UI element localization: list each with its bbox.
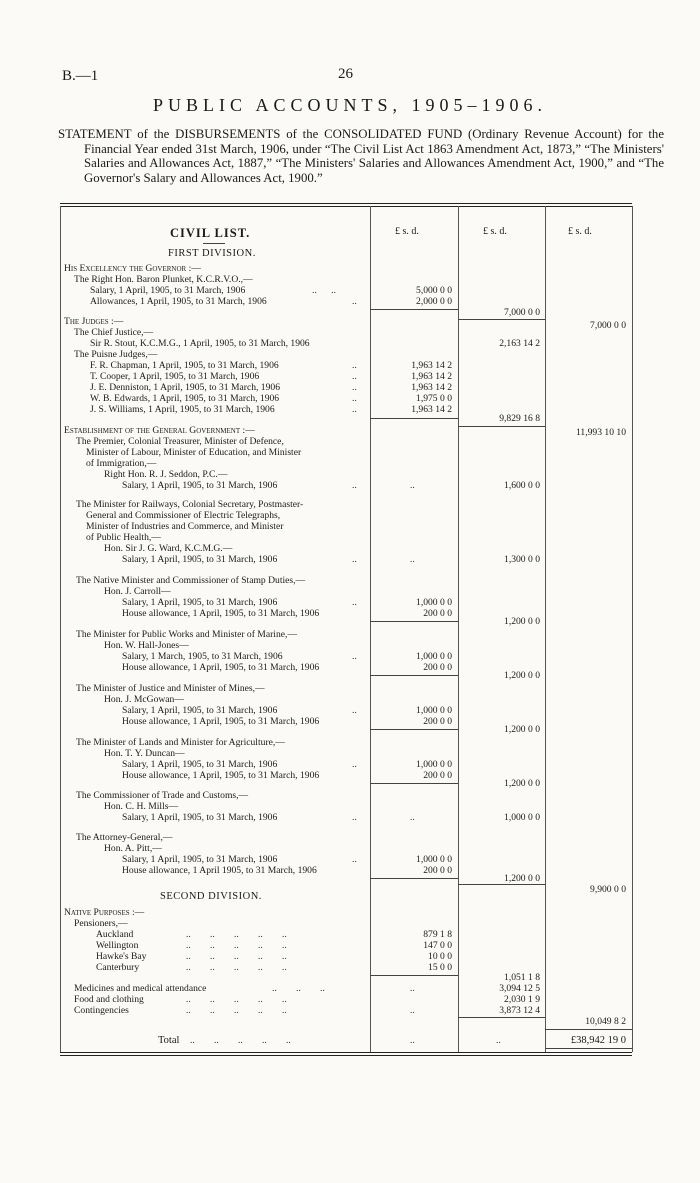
- works-total: 1,200 0 0: [504, 670, 540, 681]
- judge-salary: 1,975 0 0: [416, 393, 452, 404]
- government-total: 9,900 0 0: [590, 884, 626, 895]
- trade-title: The Commissioner of Trade and Customs,—: [76, 790, 249, 801]
- railways-name: Hon. Sir J. G. Ward, K.C.M.G.—: [104, 543, 233, 554]
- governor-allowances: 2,000 0 0: [416, 296, 452, 307]
- judge-label: J. E. Denniston, 1 April, 1905, to 31 March, 1906: [90, 382, 280, 393]
- attorney-general-total: 1,200 0 0: [504, 873, 540, 884]
- works-house-label: House allowance, 1 April, 1905, to 31 March, 1906: [122, 662, 320, 673]
- puisne-judges-label: The Puisne Judges,—: [74, 349, 158, 360]
- pension-region-value: 10 0 0: [428, 951, 452, 962]
- chief-justice-label: The Chief Justice,—: [74, 327, 154, 338]
- premier-title-1: The Premier, Colonial Treasurer, Minister of Defence,: [76, 436, 284, 447]
- judges-heading: The Judges :—: [64, 316, 124, 327]
- pension-region-value: 879 1 8: [423, 929, 452, 940]
- governor-allowances-label: Allowances, 1 April, 1905, to 31 March, 1906: [90, 296, 267, 307]
- trade-salary-label: Salary, 1 April, 1905, to 31 March, 1906: [122, 812, 278, 823]
- table-right-border: [632, 206, 633, 1052]
- justice-house-label: House allowance, 1 April, 1905, to 31 March, 1906: [122, 716, 320, 727]
- lands-house-label: House allowance, 1 April, 1905, to 31 March, 1906: [122, 770, 320, 781]
- governor-salary-label: Salary, 1 April, 1905, to 31 March, 1906: [90, 285, 246, 296]
- statement-heading: STATEMENT of the DISBURSEMENTS of the CONSOLIDATED FUND (Ordinary Revenue Account) for the Financial Year ended 31st March, 1906, under “The Civil List Act 1863 Amendment Act, 1873,” “The Ministers' Salaries and Allowances Act, 1887,” “The Ministers' Salaries and Allowances Amendment Act, 1900,” and “The Governor's Salary and Allowances Act, 1900.”: [58, 127, 664, 185]
- native-salary: 1,000 0 0: [416, 597, 452, 608]
- works-name: Hon. W. Hall-Jones—: [104, 640, 189, 651]
- governor-subtotal: 7,000 0 0: [504, 307, 540, 318]
- premier-salary-label: Salary, 1 April, 1905, to 31 March, 1906: [122, 480, 278, 491]
- page-title: PUBLIC ACCOUNTS, 1905–1906.: [152, 95, 548, 115]
- premier-name: Right Hon. R. J. Seddon, P.C.—: [104, 469, 228, 480]
- table-top-rule: [60, 203, 632, 204]
- pension-region-label: Hawke's Bay: [96, 951, 147, 962]
- medical-value: 3,094 12 5: [499, 983, 540, 994]
- native-salary-label: Salary, 1 April, 1905, to 31 March, 1906: [122, 597, 278, 608]
- table-bottom-rule: [60, 1052, 632, 1053]
- grand-total: £38,942 19 0: [570, 1035, 626, 1046]
- heading-rule: [203, 243, 225, 244]
- page-number: 26: [338, 66, 353, 82]
- table-top-rule-inner: [60, 206, 632, 207]
- column-header-1: £ s. d.: [395, 226, 419, 237]
- medical-label: Medicines and medical attendance: [74, 983, 207, 994]
- premier-title-2: Minister of Labour, Minister of Education, and Minister: [86, 447, 302, 458]
- pensions-total: 1,051 1 8: [504, 972, 540, 983]
- judge-label: T. Cooper, 1 April, 1905, to 31 March, 1906: [90, 371, 260, 382]
- attorney-general-title: The Attorney-General,—: [76, 832, 173, 843]
- table-left-border: [60, 206, 61, 1052]
- attorney-general-house-label: House allowance, 1 April 1905, to 31 March, 1906: [122, 865, 317, 876]
- report-reference: B.—1: [62, 68, 99, 84]
- pension-region-label: Auckland: [96, 929, 134, 940]
- railways-title-1: The Minister for Railways, Colonial Secretary, Postmaster-: [76, 499, 304, 510]
- stout-label: Sir R. Stout, K.C.M.G., 1 April, 1905, to 31 March, 1906: [90, 338, 310, 349]
- stout-salary: 2,163 14 2: [499, 338, 540, 349]
- railways-title-2: General and Commissioner of Electric Telegraphs,: [86, 510, 281, 521]
- native-purposes-heading: Native Purposes :—: [64, 907, 145, 918]
- pension-region-label: Wellington: [96, 940, 139, 951]
- works-title: The Minister for Public Works and Minister of Marine,—: [76, 629, 298, 640]
- justice-title: The Minister of Justice and Minister of Mines,—: [76, 683, 265, 694]
- attorney-general-salary-label: Salary, 1 April, 1905, to 31 March, 1906: [122, 854, 278, 865]
- attorney-general-house: 200 0 0: [423, 865, 452, 876]
- lands-house: 200 0 0: [423, 770, 452, 781]
- column-divider-3: [545, 206, 546, 1052]
- pensioners-label: Pensioners,—: [74, 918, 128, 929]
- judge-salary: 1,963 14 2: [411, 371, 452, 382]
- railways-salary-label: Salary, 1 April, 1905, to 31 March, 1906: [122, 554, 278, 565]
- government-heading: Establishment of the General Government :—: [64, 425, 255, 436]
- works-salary-label: Salary, 1 March, 1905, to 31 March, 1906: [122, 651, 283, 662]
- column-header-2: £ s. d.: [483, 226, 507, 237]
- food-clothing-value: 2,030 1 9: [504, 994, 540, 1005]
- lands-salary: 1,000 0 0: [416, 759, 452, 770]
- contingencies-label: Contingencies: [74, 1005, 129, 1016]
- governor-total: 7,000 0 0: [590, 320, 626, 331]
- native-minister-name: Hon. J. Carroll—: [104, 586, 171, 597]
- lands-name: Hon. T. Y. Duncan—: [104, 748, 185, 759]
- justice-salary: 1,000 0 0: [416, 705, 452, 716]
- native-purposes-total: 10,049 8 2: [585, 1016, 626, 1027]
- railways-title-3: Minister of Industries and Commerce, and Minister: [86, 521, 284, 532]
- judges-subtotal: 9,829 16 8: [499, 413, 540, 424]
- governor-heading: His Excellency the Governor :—: [64, 263, 201, 274]
- lands-total: 1,200 0 0: [504, 778, 540, 789]
- native-house: 200 0 0: [423, 608, 452, 619]
- pension-region-label: Canterbury: [96, 962, 140, 973]
- first-division-heading: FIRST DIVISION.: [168, 248, 256, 259]
- railways-salary: 1,300 0 0: [504, 554, 540, 565]
- justice-salary-label: Salary, 1 April, 1905, to 31 March, 1906: [122, 705, 278, 716]
- judge-label: F. R. Chapman, 1 April, 1905, to 31 March, 1906: [90, 360, 279, 371]
- judge-salary: 1,963 14 2: [411, 404, 452, 415]
- justice-total: 1,200 0 0: [504, 724, 540, 735]
- judge-label: J. S. Williams, 1 April, 1905, to 31 March, 1906: [90, 404, 275, 415]
- civil-list-heading: CIVIL LIST.: [170, 226, 251, 240]
- column-divider-1: [370, 206, 371, 1052]
- justice-house: 200 0 0: [423, 716, 452, 727]
- pension-region-value: 15 0 0: [428, 962, 452, 973]
- railways-title-4: of Public Health,—: [86, 532, 161, 543]
- food-clothing-label: Food and clothing: [74, 994, 144, 1005]
- judge-salary: 1,963 14 2: [411, 360, 452, 371]
- premier-salary: 1,600 0 0: [504, 480, 540, 491]
- governor-salary: 5,000 0 0: [416, 285, 452, 296]
- contingencies-value: 3,873 12 4: [499, 1005, 540, 1016]
- works-house: 200 0 0: [423, 662, 452, 673]
- trade-salary: 1,000 0 0: [504, 812, 540, 823]
- native-minister-title: The Native Minister and Commissioner of Stamp Duties,—: [76, 575, 306, 586]
- second-division-heading: SECOND DIVISION.: [160, 891, 262, 902]
- trade-name: Hon. C. H. Mills—: [104, 801, 179, 812]
- column-header-3: £ s. d.: [568, 226, 592, 237]
- pension-region-value: 147 0 0: [423, 940, 452, 951]
- judge-label: W. B. Edwards, 1 April, 1905, to 31 March, 1906: [90, 393, 280, 404]
- native-house-label: House allowance, 1 April, 1905, to 31 March, 1906: [122, 608, 320, 619]
- lands-title: The Minister of Lands and Minister for Agriculture,—: [76, 737, 285, 748]
- table-bottom-rule-outer: [60, 1055, 632, 1056]
- attorney-general-salary: 1,000 0 0: [416, 854, 452, 865]
- judge-salary: 1,963 14 2: [411, 382, 452, 393]
- native-minister-total: 1,200 0 0: [504, 616, 540, 627]
- judges-total: 11,993 10 10: [575, 427, 626, 438]
- lands-salary-label: Salary, 1 April, 1905, to 31 March, 1906: [122, 759, 278, 770]
- justice-name: Hon. J. McGowan—: [104, 694, 184, 705]
- column-divider-2: [458, 206, 459, 1052]
- works-salary: 1,000 0 0: [416, 651, 452, 662]
- premier-title-3: of Immigration,—: [86, 458, 157, 469]
- attorney-general-name: Hon. A. Pitt,—: [104, 843, 162, 854]
- governor-name: The Right Hon. Baron Plunket, K.C.R.V.O.,—: [74, 274, 253, 285]
- grand-total-label: Total: [158, 1035, 180, 1046]
